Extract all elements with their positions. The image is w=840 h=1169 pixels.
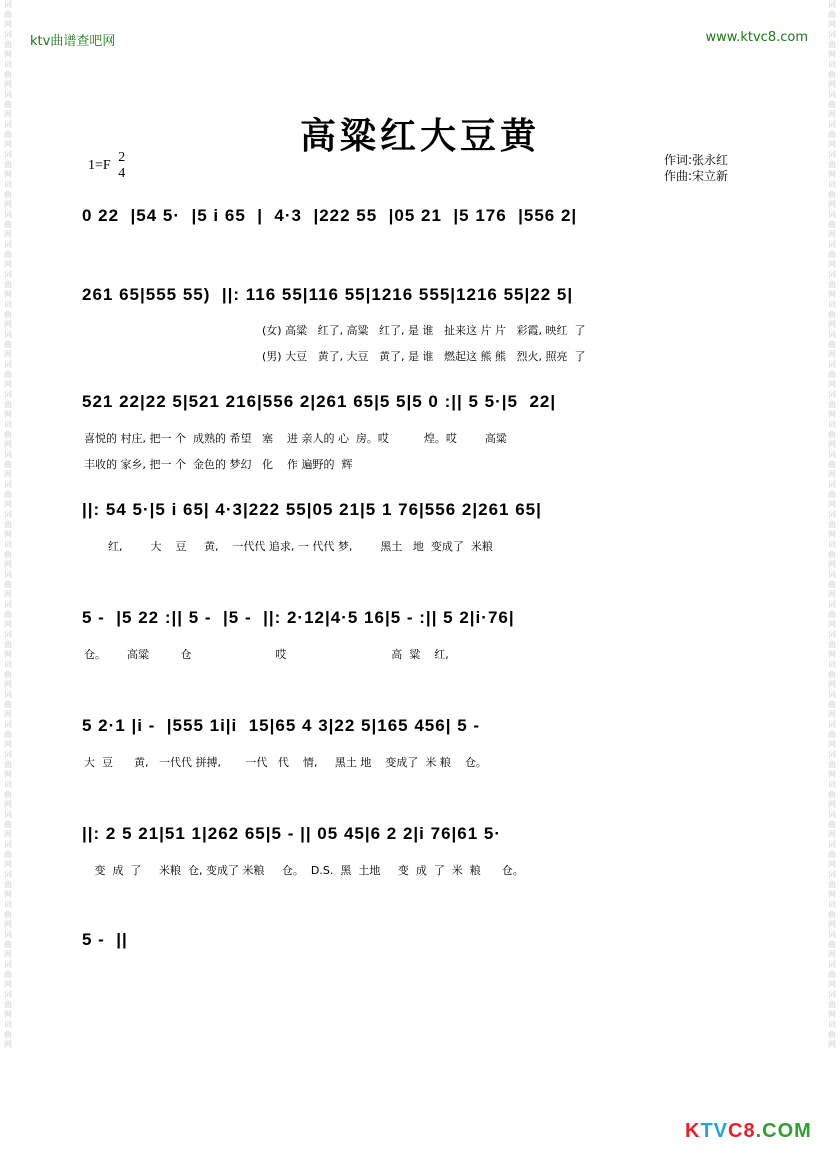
lyric-line-3b: 丰收的 家乡, 把一 个 金色的 梦幻 化 作 遍野的 辉 — [84, 458, 353, 471]
notation-line-4: ||: 54 5·|5 i 65| 4·3|222 55|05 21|5 1 76|556 2|261 65| — [82, 500, 542, 519]
watermark-right: 词曲网词曲网词曲网词曲网词曲网词曲网词曲网词曲网词曲网词曲网词曲网词曲网词曲网词曲网词曲网词曲网词曲网词曲网词曲网词曲网词曲网词曲网词曲网词曲网词曲网词曲网词曲网词曲网词曲网词曲网词曲网词曲网词曲网词曲网词曲网 — [828, 0, 836, 1049]
notation-line-3: 521 22|22 5|521 216|556 2|261 65|5 5|5 0 :|| 5 5·|5 22| — [82, 392, 557, 411]
lyric-line-3a: 喜悦的 村庄, 把一 个 成熟的 希望 塞 进 亲人的 心 房。哎 煌。哎 高粱 — [84, 432, 507, 445]
song-title: 高粱红大豆黄 — [299, 115, 540, 157]
credits — [664, 152, 728, 184]
logo-k: K — [685, 1120, 701, 1142]
key-label: 1=F — [88, 158, 111, 174]
logo-com: .COM — [755, 1120, 812, 1142]
composer: 作曲:宋立新 — [664, 169, 729, 183]
time-numerator: 2 — [118, 150, 126, 165]
lyric-line-4: 红, 大 豆 黄, 一代代 追求, 一 代代 梦, 黑土 地 变成了 米粮 — [108, 540, 493, 553]
notation-line-2: 261 65|555 55) ||: 116 55|116 55|1216 555|1216 55|22 5| — [82, 285, 574, 304]
lyric-line-2a: (女) 高粱 红了, 高粱 红了, 是 谁 扯来这 片 片 彩霞, 映红 了 — [262, 324, 586, 337]
key-signature — [88, 150, 125, 182]
notation-line-1: 0 22 |54 5· |5 i 65 | 4·3 |222 55 |05 21 |5 176 |556 2| — [82, 206, 578, 225]
lyric-line-6: 大 豆 黄, 一代代 拼搏, 一代 代 情, 黑土 地 变成了 米 粮 仓。 — [84, 756, 487, 769]
site-name-left[interactable]: ktv曲谱查吧网 — [30, 34, 116, 49]
time-signature — [118, 150, 125, 182]
site-url-right[interactable]: www.ktvc8.com — [705, 30, 808, 45]
notation-line-6: 5 2·1 |i - |555 1i|i 15|65 4 3|22 5|165 456| 5 - — [82, 716, 481, 735]
lyricist: 作词:张永红 — [664, 153, 729, 167]
time-denominator: 4 — [118, 166, 126, 181]
logo-c8: C8 — [728, 1120, 756, 1142]
lyric-line-7: 变 成 了 米粮 仓, 变成了 米粮 仓。 D.S. 黑 土地 变 成 了 米 粮 仓。 — [84, 864, 524, 877]
lyric-line-5: 仓。 高粱 仓 哎 高 粱 红, — [84, 648, 449, 661]
notation-line-5: 5 - |5 22 :|| 5 - |5 - ||: 2·12|4·5 16|5 - :|| 5 2|i·76| — [82, 608, 515, 627]
notation-line-8: 5 - || — [82, 930, 128, 949]
notation-line-7: ||: 2 5 21|51 1|262 65|5 - || 05 45|6 2 2|i 76|61 5· — [82, 824, 502, 843]
ktvc8-logo — [685, 1120, 812, 1143]
watermark-left: 词曲网词曲网词曲网词曲网词曲网词曲网词曲网词曲网词曲网词曲网词曲网词曲网词曲网词曲网词曲网词曲网词曲网词曲网词曲网词曲网词曲网词曲网词曲网词曲网词曲网词曲网词曲网词曲网词曲网词曲网词曲网词曲网词曲网词曲网词曲网 — [4, 0, 12, 1049]
logo-tv: TV — [700, 1120, 729, 1142]
lyric-line-2b: (男) 大豆 黄了, 大豆 黄了, 是 谁 燃起这 熊 熊 烈火, 照亮 了 — [262, 350, 586, 363]
